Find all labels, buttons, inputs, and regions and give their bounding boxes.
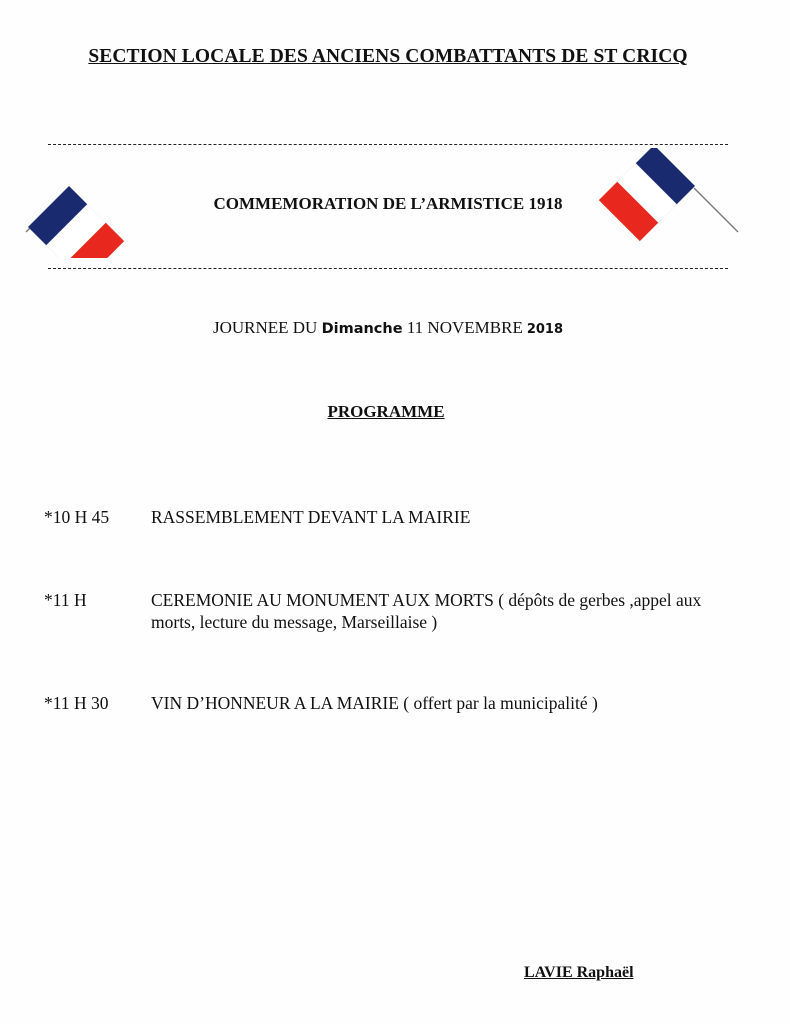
commemoration-heading: COMMEMORATION DE L’ARMISTICE 1918 (213, 194, 563, 213)
date-day: Dimanche (321, 321, 403, 337)
french-flag-icon (592, 148, 742, 258)
dashed-divider-top (48, 144, 728, 145)
date-year: 2018 (526, 322, 564, 337)
programme-time: *11 H (44, 590, 87, 610)
document-title: SECTION LOCALE DES ANCIENS COMBATTANTS DE ST CRICQ (88, 46, 688, 67)
programme-time: *11 H 30 (44, 693, 109, 713)
signature-name: LAVIE Raphaël (524, 964, 634, 981)
programme-heading: PROGRAMME (327, 402, 445, 421)
event-date-line (0, 318, 776, 338)
programme-time: *10 H 45 (44, 507, 110, 527)
dashed-divider-bottom (48, 268, 728, 269)
date-prefix: JOURNEE DU (212, 318, 322, 337)
programme-text: VIN D’HONNEUR A LA MAIRIE ( offert par la municipalité ) (151, 693, 598, 713)
programme-text: CEREMONIE AU MONUMENT AUX MORTS ( dépôts de gerbes ,appel aux morts, lecture du message, Marseillaise ) (151, 590, 702, 632)
date-day-month: 11 NOVEMBRE (402, 318, 523, 337)
programme-text: RASSEMBLEMENT DEVANT LA MAIRIE (151, 507, 471, 527)
